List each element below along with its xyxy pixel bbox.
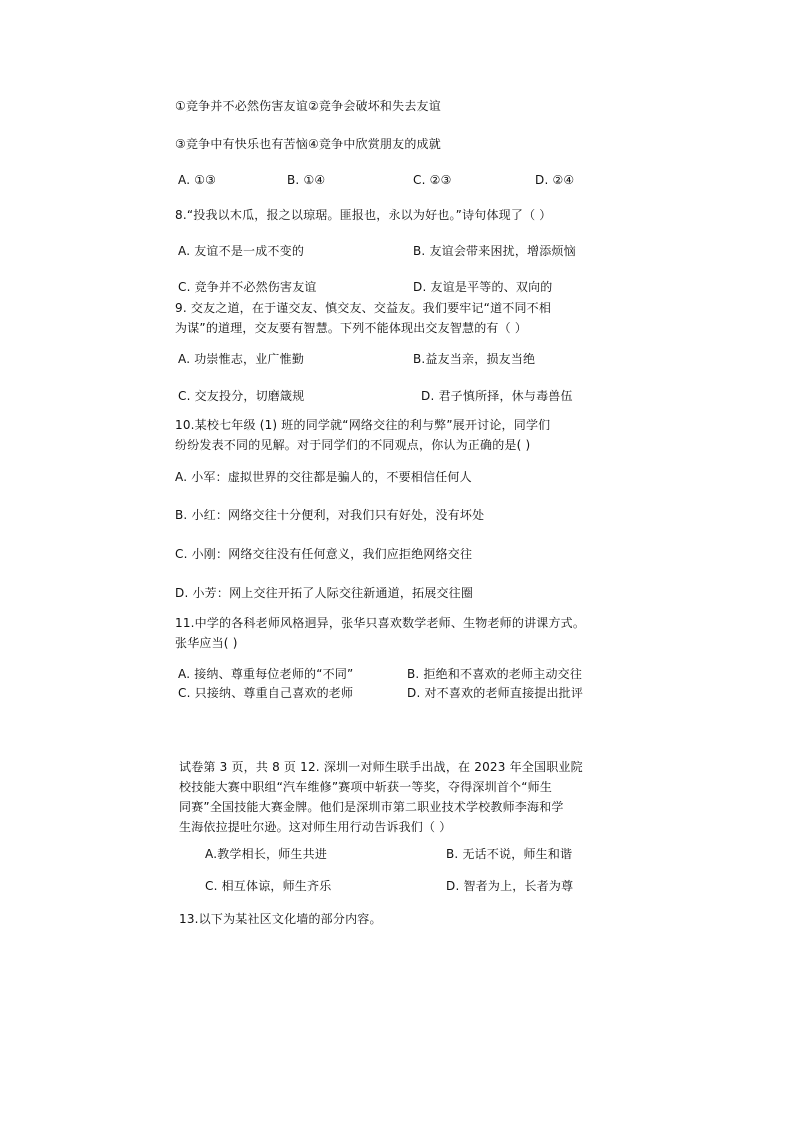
- q9-option-d: D. 君子慎所择，休与毒兽伍: [421, 389, 573, 403]
- q11-stem-line-1: 11.中学的各科老师风格迥异，张华只喜欢数学老师、生物老师的讲课方式。: [175, 616, 586, 630]
- q11-option-c: C. 只接纳、尊重自己喜欢的老师: [178, 686, 354, 700]
- q10-option-d: D. 小芳：网上交往开拓了人际交往新通道，拓展交往圈: [175, 586, 474, 600]
- q10-option-b: B. 小红：网络交往十分便利，对我们只有好处，没有坏处: [175, 508, 485, 522]
- q7-option-d: D. ②④: [535, 173, 575, 187]
- q9-option-b: B.益友当亲，损友当绝: [413, 352, 536, 366]
- q7-statement-line-2: ③竞争中有快乐也有苦恼④竞争中欣赏朋友的成就: [175, 137, 441, 151]
- q12-stem-line-3: 同赛”全国技能大赛金牌。他们是深圳市第二职业技术学校教师李海和学: [179, 800, 564, 814]
- q10-stem-line-1: 10.某校七年级 (1) 班的同学就“网络交往的利与弊”展开讨论，同学们: [175, 418, 551, 432]
- q9-option-a: A. 功崇惟志，业广惟勤: [178, 352, 305, 366]
- q9-option-c: C. 交友投分，切磨箴规: [178, 389, 305, 403]
- q11-stem-line-2: 张华应当( ): [175, 636, 238, 650]
- q12-stem-line-2: 校技能大赛中职组“汽车维修”赛项中斩获一等奖，夺得深圳首个“师生: [179, 780, 553, 794]
- q7-option-c: C. ②③: [413, 173, 452, 187]
- q11-option-b: B. 拒绝和不喜欢的老师主动交往: [407, 667, 583, 681]
- q8-stem: 8.“投我以木瓜，报之以琼琚。匪报也，永以为好也。”诗句体现了（ ）: [175, 208, 552, 222]
- q8-option-b: B. 友谊会带来困扰，增添烦恼: [413, 244, 576, 258]
- q12-option-d: D. 智者为上，长者为尊: [446, 879, 574, 893]
- q10-option-c: C. 小刚：网络交往没有任何意义，我们应拒绝网络交往: [175, 547, 473, 561]
- q11-option-d: D. 对不喜欢的老师直接提出批评: [407, 686, 584, 700]
- q7-option-b: B. ①④: [287, 173, 326, 187]
- q9-stem-line-1: 9. 交友之道，在于谨交友、慎交友、交益友。我们要牢记“道不同不相: [175, 301, 552, 315]
- q13-stem: 13.以下为某社区文化墙的部分内容。: [179, 912, 382, 926]
- q9-stem-line-2: 为谋”的道理，交友要有智慧。下列不能体现出交友智慧的有（ ）: [175, 321, 528, 335]
- q11-option-a: A. 接纳、尊重每位老师的“不同”: [178, 667, 354, 681]
- q10-option-a: A. 小军：虚拟世界的交往都是骗人的，不要相信任何人: [175, 470, 472, 484]
- q12-option-b: B. 无话不说，师生和谐: [446, 847, 573, 861]
- q10-stem-line-2: 纷纷发表不同的见解。对于同学们的不同观点，你认为正确的是( ): [175, 438, 531, 452]
- q8-option-d: D. 友谊是平等的、双向的: [413, 280, 553, 294]
- q7-statement-line-1: ①竞争并不必然伤害友谊②竞争会破坏和失去友谊: [175, 99, 441, 113]
- q12-stem-line-4: 生海依拉提吐尔逊。这对师生用行动告诉我们（ ）: [179, 820, 452, 834]
- q8-option-a: A. 友谊不是一成不变的: [178, 244, 305, 258]
- q7-option-a: A. ①③: [178, 173, 217, 187]
- q8-option-c: C. 竞争并不必然伤害友谊: [178, 280, 317, 294]
- q12-option-c: C. 相互体谅，师生齐乐: [205, 879, 332, 893]
- q12-option-a: A.教学相长，师生共进: [205, 847, 328, 861]
- q12-stem-line-1: 试卷第 3 页，共 8 页 12. 深圳一对师生联手出战，在 2023 年全国职业院: [179, 760, 583, 774]
